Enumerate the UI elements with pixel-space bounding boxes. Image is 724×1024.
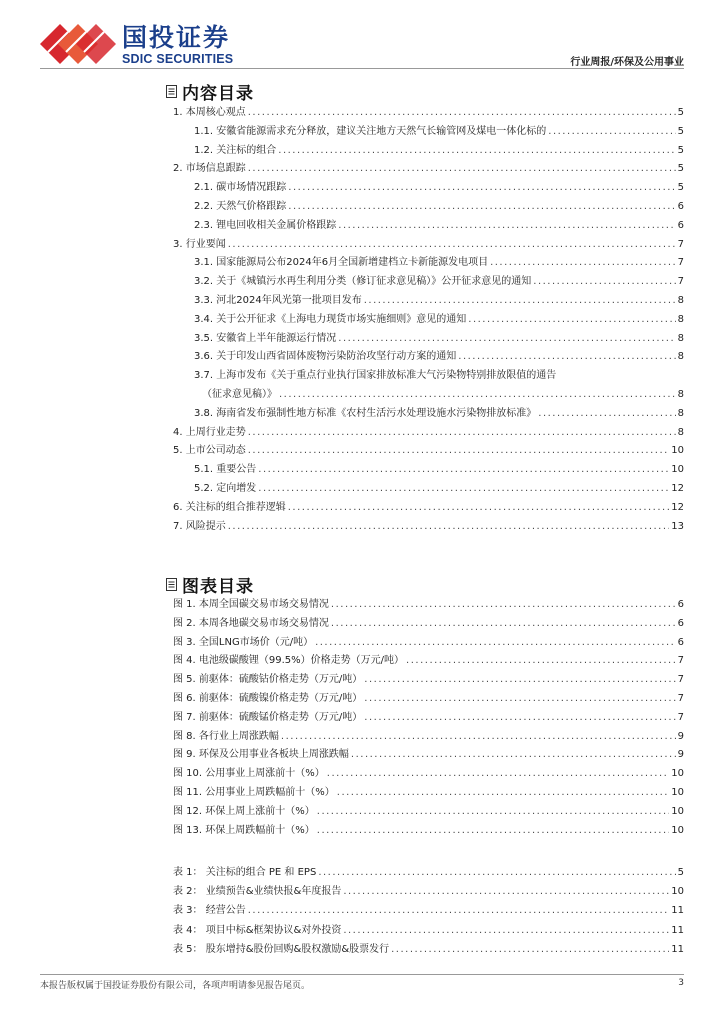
contents-entry-label: 2. 市场信息跟踪 xyxy=(173,163,246,175)
leader-dots xyxy=(288,200,675,214)
page-number: 3 xyxy=(678,978,684,988)
contents-entry[interactable] xyxy=(173,238,684,252)
figure-entry-page: 9 xyxy=(677,749,684,761)
figure-entry-label: 图 11. 公用事业上周跌幅前十（%） xyxy=(173,787,335,798)
figure-entry-page: 7 xyxy=(677,655,684,667)
figure-entry[interactable] xyxy=(173,767,684,781)
figure-entry-label: 图 9. 环保及公用事业各板块上周涨跌幅 xyxy=(173,749,349,761)
contents-entry-page: 12 xyxy=(671,483,684,494)
contents-entry[interactable] xyxy=(173,162,684,176)
leader-dots xyxy=(248,426,676,440)
leader-dots xyxy=(351,748,676,762)
figure-entry-page: 7 xyxy=(677,674,684,686)
leader-dots xyxy=(228,238,676,252)
contents-entry-label: 1.2. 关注标的组合 xyxy=(194,144,277,156)
contents-entry[interactable] xyxy=(173,520,684,534)
leader-dots xyxy=(343,885,669,899)
contents-entry[interactable] xyxy=(194,200,684,214)
contents-entry-label: 3.4. 关于公开征求《上海电力现货市场实施细则》意见的通知 xyxy=(194,313,467,325)
leader-dots xyxy=(364,294,676,308)
page-header xyxy=(0,0,724,72)
table-entry-label: 表 1： 关注标的组合 PE 和 EPS xyxy=(173,867,317,878)
figure-entry-page: 7 xyxy=(677,693,684,704)
contents-entry-label: 2.2. 天然气价格跟踪 xyxy=(194,201,287,212)
contents-entry-page: 12 xyxy=(671,501,684,513)
table-entry-label: 表 4： 项目中标&框架协议&对外投资 xyxy=(173,924,342,936)
leader-dots xyxy=(538,407,675,421)
figure-entry-label: 图 2. 本周各地碳交易市场交易情况 xyxy=(173,617,329,629)
contents-entry-label: 3.3. 河北2024年风光第一批项目发布 xyxy=(194,295,362,306)
contents-entry-page: 7 xyxy=(677,257,684,269)
figures-heading xyxy=(166,572,254,597)
leader-dots xyxy=(288,181,675,195)
sdic-logo xyxy=(40,24,260,68)
contents-entry-page: 7 xyxy=(677,276,684,288)
contents-entry-page: 8 xyxy=(677,407,684,419)
contents-heading xyxy=(166,79,254,104)
leader-dots xyxy=(327,767,670,781)
leader-dots xyxy=(406,654,676,668)
contents-entry-page: 7 xyxy=(677,238,684,250)
contents-entry-label: 4. 上周行业走势 xyxy=(173,426,246,438)
table-entry-page: 11 xyxy=(671,943,684,955)
leader-dots xyxy=(468,313,675,327)
leader-dots xyxy=(331,617,676,631)
leader-dots xyxy=(315,636,676,650)
leader-dots xyxy=(258,482,669,496)
contents-entry[interactable] xyxy=(173,106,684,120)
contents-entry-label: 5. 上市公司动态 xyxy=(173,445,246,457)
table-entry-page: 11 xyxy=(671,924,684,936)
leader-dots xyxy=(331,598,676,612)
leader-dots xyxy=(279,388,676,402)
contents-entry-page: 8 xyxy=(677,332,684,344)
figure-entry-label: 图 12. 环保上周上涨前十（%） xyxy=(173,805,315,817)
contents-entry[interactable] xyxy=(194,125,684,139)
contents-entry-label: 5.1. 重要公告 xyxy=(194,464,257,476)
contents-entry[interactable] xyxy=(194,219,684,233)
figure-entry-page: 10 xyxy=(671,768,684,780)
table-entry-label: 表 3： 经营公告 xyxy=(173,905,246,917)
contents-entry-label: 3.6. 关于印发山西省固体废物污染防治攻坚行动方案的通知 xyxy=(194,351,457,363)
table-entry-page: 10 xyxy=(671,886,684,898)
figure-entry-page: 10 xyxy=(671,824,684,836)
contents-entry-page: 13 xyxy=(671,520,684,532)
figure-entry-page: 6 xyxy=(677,617,684,629)
leader-dots xyxy=(317,824,670,838)
figure-entry[interactable] xyxy=(173,824,684,838)
table-entry[interactable] xyxy=(173,943,684,957)
figure-entry[interactable] xyxy=(173,786,684,800)
contents-entry-label: 3. 行业要闻 xyxy=(173,238,226,250)
contents-entry[interactable] xyxy=(194,482,684,496)
contents-entry-page: 10 xyxy=(671,464,684,476)
contents-entry[interactable] xyxy=(194,463,684,477)
leader-dots xyxy=(248,444,670,458)
contents-entry[interactable] xyxy=(173,426,684,440)
figure-entry-label: 图 6. 前驱体：硫酸镍价格走势（万元/吨） xyxy=(173,693,363,704)
table-entry[interactable] xyxy=(173,866,684,880)
leader-dots xyxy=(317,805,670,819)
figure-entry[interactable] xyxy=(173,692,684,706)
report-category: 行业周报/环保及公用事业 xyxy=(570,57,684,68)
contents-entry[interactable] xyxy=(194,256,684,270)
figure-entry-label: 图 3. 全国LNG市场价（元/吨） xyxy=(173,636,314,648)
figure-entry-label: 图 13. 环保上周跌幅前十（%） xyxy=(173,824,315,836)
leader-dots xyxy=(248,904,670,918)
figure-entry[interactable] xyxy=(173,598,684,612)
contents-entry-page: 10 xyxy=(671,445,684,457)
figure-entry[interactable] xyxy=(173,617,684,631)
contents-entry-label: 2.1. 碳市场情况跟踪 xyxy=(194,182,287,194)
leader-dots xyxy=(318,866,675,880)
leader-dots xyxy=(258,463,669,477)
brand-name-cn: 国投证券 xyxy=(122,23,231,52)
figure-entry-page: 6 xyxy=(677,636,684,648)
figure-entry-label: 图 4. 电池级碳酸锂（99.5%）价格走势（万元/吨） xyxy=(173,655,405,667)
figure-entry[interactable] xyxy=(173,654,684,668)
brand-name-en: SDIC SECURITIES xyxy=(122,52,234,66)
contents-entry[interactable] xyxy=(173,444,684,458)
contents-entry-page: 5 xyxy=(677,144,684,156)
contents-entry-page: 6 xyxy=(677,219,684,231)
leader-dots xyxy=(338,332,675,346)
contents-entry-label: 3.7. 上海市发布《关于重点行业执行国家排放标准大气污染物特别排放限值的通告 xyxy=(194,370,557,382)
contents-entry[interactable] xyxy=(194,332,684,346)
contents-entry[interactable] xyxy=(194,181,684,195)
contents-entry-page: 8 xyxy=(677,295,684,306)
leader-dots xyxy=(343,924,669,938)
figure-entry-page: 10 xyxy=(671,787,684,798)
figure-entry-page: 10 xyxy=(671,805,684,817)
contents-entry-page: 5 xyxy=(677,125,684,137)
table-entry[interactable] xyxy=(173,904,684,918)
leader-dots xyxy=(278,144,675,158)
figure-entry-label: 图 1. 本周全国碳交易市场交易情况 xyxy=(173,599,329,610)
contents-entry-page: 8 xyxy=(677,426,684,438)
leader-dots xyxy=(364,692,675,706)
leader-dots xyxy=(338,219,675,233)
contents-entry-label: 2.3. 锂电回收相关金属价格跟踪 xyxy=(194,219,337,231)
figure-entry-page: 6 xyxy=(677,599,684,610)
table-entry[interactable] xyxy=(173,924,684,938)
contents-entry-page: 8 xyxy=(677,351,684,363)
leader-dots xyxy=(228,520,670,534)
footer-divider xyxy=(40,974,684,975)
leader-dots xyxy=(337,786,670,800)
contents-entry[interactable] xyxy=(173,501,684,515)
leader-dots xyxy=(490,256,676,270)
contents-entry-label: 3.2. 关于《城镇污水再生利用分类（修订征求意见稿）》公开征求意见的通知 xyxy=(194,276,532,288)
contents-entry-label: 3.5. 安徽省上半年能源运行情况 xyxy=(194,332,337,344)
contents-entry-label: 6. 关注标的组合推荐逻辑 xyxy=(173,501,286,513)
leader-dots xyxy=(288,501,670,515)
contents-entry-page: 5 xyxy=(677,182,684,194)
table-entry-label: 表 5： 股东增持&股份回购&股权激励&股票发行 xyxy=(173,943,390,955)
figures-title: 图表目录 xyxy=(182,577,254,597)
contents-entry-label: 5.2. 定向增发 xyxy=(194,483,257,494)
leader-dots xyxy=(248,106,676,120)
document-icon xyxy=(166,85,177,98)
figure-entry[interactable] xyxy=(173,711,684,725)
contents-entry-label: （征求意见稿）》 xyxy=(202,389,277,400)
contents-entry[interactable] xyxy=(194,144,684,158)
figure-entry[interactable] xyxy=(173,805,684,819)
contents-entry-label: 3.1. 国家能源局公布2024年6月全国新增建档立卡新能源发电项目 xyxy=(194,257,489,269)
leader-dots xyxy=(364,711,675,725)
figure-entry[interactable] xyxy=(173,748,684,762)
contents-entry[interactable] xyxy=(194,313,684,327)
figure-entry[interactable] xyxy=(173,730,684,744)
contents-entry-page: 8 xyxy=(677,313,684,325)
contents-entry[interactable] xyxy=(194,369,684,383)
table-entry-page: 5 xyxy=(677,867,684,878)
leader-dots xyxy=(248,162,676,176)
contents-entry-label: 1.1. 安徽省能源需求充分释放，建议关注地方天然气长输管网及煤电一体化标的 xyxy=(194,125,547,137)
figure-entry-label: 图 10. 公用事业上周涨前十（%） xyxy=(173,768,325,780)
figure-entry[interactable] xyxy=(173,673,684,687)
figure-entry-page: 7 xyxy=(677,711,684,723)
contents-entry-page: 8 xyxy=(677,389,684,400)
table-entry-page: 11 xyxy=(671,905,684,917)
contents-entry[interactable] xyxy=(194,407,684,421)
contents-entry-label: 7. 风险提示 xyxy=(173,520,226,532)
figure-entry-page: 9 xyxy=(677,730,684,742)
contents-entry-label: 1. 本周核心观点 xyxy=(173,107,246,118)
contents-entry[interactable] xyxy=(194,294,684,308)
figure-entry[interactable] xyxy=(173,636,684,650)
leader-dots xyxy=(458,350,675,364)
figure-entry-label: 图 5. 前驱体：硫酸钴价格走势（万元/吨） xyxy=(173,674,363,686)
leader-dots xyxy=(533,275,675,289)
leader-dots xyxy=(391,943,669,957)
contents-entry-page: 6 xyxy=(677,201,684,212)
table-entry[interactable] xyxy=(173,885,684,899)
contents-entry[interactable] xyxy=(194,350,684,364)
contents-title: 内容目录 xyxy=(182,84,254,104)
figure-entry-label: 图 8. 各行业上周涨跌幅 xyxy=(173,730,279,742)
contents-entry[interactable] xyxy=(202,388,684,402)
contents-entry-page: 5 xyxy=(677,163,684,175)
copyright-note: 本报告版权属于国投证券股份有限公司，各项声明请参见报告尾页。 xyxy=(40,981,311,991)
header-divider xyxy=(40,68,684,69)
contents-entry[interactable] xyxy=(194,275,684,289)
table-entry-label: 表 2： 业绩预告&业绩快报&年度报告 xyxy=(173,886,342,898)
leader-dots xyxy=(548,125,675,139)
document-icon xyxy=(166,578,177,591)
leader-dots xyxy=(281,730,676,744)
figure-entry-label: 图 7. 前驱体：硫酸锰价格走势（万元/吨） xyxy=(173,711,363,723)
leader-dots xyxy=(364,673,675,687)
contents-entry-label: 3.8. 海南省发布强制性地方标准《农村生活污水处理设施水污染物排放标准》 xyxy=(194,407,537,419)
contents-entry-page: 5 xyxy=(677,107,684,118)
logo-diamonds-icon xyxy=(40,24,116,64)
